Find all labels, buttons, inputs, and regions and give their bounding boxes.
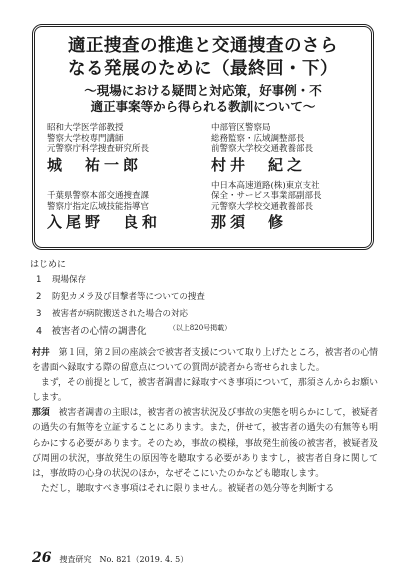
participant: 中部管区警察局 総務監察・広域調整部長 前警察大学校交通教養部長 村井 紀之 xyxy=(211,123,363,174)
participant-name: 城 祐一郎 xyxy=(47,155,143,174)
paragraph: ただし，聴取すべき事項はそれに限りません。被疑者の処分等を判断する xyxy=(32,483,335,494)
article-title: 適正捜査の推進と交通捜査のさら なる発展のために（最終回・下） xyxy=(68,36,338,79)
table-of-contents xyxy=(30,257,370,333)
article-subtitle: ～現場における疑問と対応策，好事例・不 適正事案等から得られる教訓について～ xyxy=(84,83,322,114)
issue-info: No. 821（2019. 4. 5） xyxy=(99,555,189,564)
participant-name: 入尾野 良和 xyxy=(47,213,162,231)
toc-item: 1 現場保存 xyxy=(36,275,87,285)
participant-name: 村井 紀之 xyxy=(211,155,307,174)
page-number: 26 xyxy=(32,550,52,566)
toc-item: 3 被害者が病院搬送された場合の対応 xyxy=(36,309,189,319)
participants-list xyxy=(47,123,363,238)
paragraph: 那須 被害者調書の主眼は，被害者の被害状況及び事故の実態を明らかにして，被疑者の過失の有無等を立証することにあります。また，併せて，被害者の過失の有無等も明らかにする必要があります。そのため，事故の模様，事故発生前後の被害者，被疑者及び周囲の状況，事故発生の原因等を聴取する必要がありますし，被害者自身に関しては，事故時の心身の状況のほか，なぜそこにいたのかなども聴取します。 xyxy=(32,408,379,479)
article-body xyxy=(32,346,378,497)
toc-heading: はじめに xyxy=(30,260,67,270)
toc-item: 2 防犯カメラ及び目撃者等についての捜査 xyxy=(36,292,205,302)
speaker-name: 村井 xyxy=(32,348,50,358)
journal-name: 捜査研究 xyxy=(59,555,92,564)
article-title-box xyxy=(32,24,374,250)
participant: 昭和大学医学部教授 警察大学校専門講師 元警察庁科学捜査研究所長 城 祐一郎 xyxy=(47,123,199,174)
participant: 千葉県警察本部交通捜査課 警察庁指定広域技能指導官 入尾野 良和 xyxy=(47,181,199,232)
section-heading: 4 被害者の心情の調書化 xyxy=(36,326,147,337)
toc-note: （以上820号掲載） xyxy=(168,324,232,332)
page-footer xyxy=(32,550,188,566)
paragraph: 村井 第１回，第２回の座談会で被害者支援について取り上げたところ，被害者の心情を書面へ録取する際の留意点についての質問が読者から寄せられました。 xyxy=(32,348,379,374)
paragraph: まず，その前提として，被害者調書に録取すべき事項について，那須さんからお願いします。 xyxy=(32,378,378,404)
speaker-name: 那須 xyxy=(32,408,50,419)
participant-name: 那須 修 xyxy=(211,213,288,231)
participant: 中日本高速道路(株)東京支社 保全・サービス事業部副部長 元警察大学校交通教養部長 那須 修 xyxy=(211,181,363,232)
